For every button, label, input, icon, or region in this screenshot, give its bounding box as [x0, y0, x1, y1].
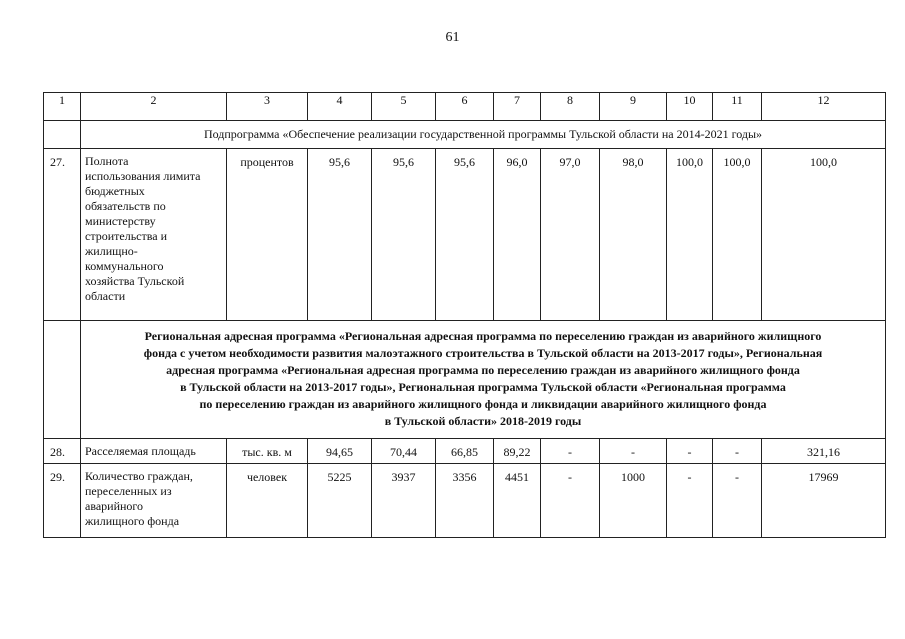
name-line: Полнота — [85, 154, 129, 168]
page-number: 61 — [445, 30, 460, 45]
value-cell: 95,6 — [308, 149, 372, 321]
header-cell: 1 — [44, 93, 81, 121]
value-cell: 96,0 — [494, 149, 541, 321]
subprogram-row — [44, 121, 886, 149]
program-line: в Тульской области на 2013-2017 годы», Региональная программа Тульской области «Региональная программа — [180, 380, 786, 394]
value-cell: 1000 — [600, 464, 667, 538]
header-cell: 3 — [227, 93, 308, 121]
name-line: обязательств по — [85, 199, 166, 213]
value-cell: 17969 — [762, 464, 886, 538]
value-cell: 70,44 — [372, 439, 436, 464]
regional-program-title — [81, 321, 886, 439]
value-cell: 100,0 — [762, 149, 886, 321]
indicators-table — [43, 92, 886, 538]
value-cell: - — [541, 439, 600, 464]
value-cell: - — [667, 464, 713, 538]
value-cell: 66,85 — [436, 439, 494, 464]
name-line: области — [85, 289, 126, 303]
name-line: Количество граждан, — [85, 469, 193, 483]
value-cell: - — [541, 464, 600, 538]
program-line: по переселению граждан из аварийного жилищного фонда и ликвидации аварийного жилищного фонда — [199, 397, 767, 411]
value-cell: 100,0 — [713, 149, 762, 321]
unit-cell: человек — [227, 464, 308, 538]
subprogram-title: Подпрограмма «Обеспечение реализации государственной программы Тульской области на 2014-2021 годы» — [81, 121, 886, 149]
value-cell: 97,0 — [541, 149, 600, 321]
header-cell: 5 — [372, 93, 436, 121]
value-cell: 100,0 — [667, 149, 713, 321]
value-cell: 98,0 — [600, 149, 667, 321]
program-line: Региональная адресная программа «Региональная адресная программа по переселению граждан из аварийного жилищного — [144, 329, 822, 343]
header-cell: 11 — [713, 93, 762, 121]
program-line: адресная программа «Региональная адресная программа по переселению граждан из аварийного жилищного фонда — [166, 363, 800, 377]
value-cell: - — [713, 464, 762, 538]
value-cell: 95,6 — [436, 149, 494, 321]
value-cell: 89,22 — [494, 439, 541, 464]
value-cell: 94,65 — [308, 439, 372, 464]
value-cell: - — [667, 439, 713, 464]
header-cell: 12 — [762, 93, 886, 121]
value-cell: - — [600, 439, 667, 464]
name-line: жилищно- — [85, 244, 138, 258]
header-cell: 8 — [541, 93, 600, 121]
value-cell: 3937 — [372, 464, 436, 538]
header-cell: 10 — [667, 93, 713, 121]
name-line: строительства и — [85, 229, 167, 243]
indicator-name — [81, 464, 227, 538]
name-line: министерству — [85, 214, 156, 228]
header-cell: 9 — [600, 93, 667, 121]
header-cell: 7 — [494, 93, 541, 121]
value-cell: 95,6 — [372, 149, 436, 321]
value-cell: 4451 — [494, 464, 541, 538]
unit-cell: тыс. кв. м — [227, 439, 308, 464]
table-row — [44, 439, 886, 464]
regional-program-row — [44, 321, 886, 439]
row-number: 28. — [44, 439, 81, 464]
row-number: 29. — [44, 464, 81, 538]
value-cell: 5225 — [308, 464, 372, 538]
program-line: фонда с учетом необходимости развития малоэтажного строительства в Тульской области на 2013-2017 годы», Региональная — [143, 346, 823, 360]
name-line: жилищного фонда — [85, 514, 180, 528]
value-cell: 3356 — [436, 464, 494, 538]
header-row — [44, 93, 886, 121]
header-cell: 4 — [308, 93, 372, 121]
name-line: коммунального — [85, 259, 164, 273]
header-cell: 6 — [436, 93, 494, 121]
program-line: в Тульской области» 2018-2019 годы — [384, 414, 582, 428]
indicator-name — [81, 149, 227, 321]
indicator-name: Расселяемая площадь — [81, 439, 227, 464]
name-line: бюджетных — [85, 184, 145, 198]
header-cell: 2 — [81, 93, 227, 121]
value-cell: - — [713, 439, 762, 464]
table-row — [44, 149, 886, 321]
table-row — [44, 464, 886, 538]
name-line: использования лимита — [85, 169, 201, 183]
value-cell: 321,16 — [762, 439, 886, 464]
unit-cell: процентов — [227, 149, 308, 321]
name-line: аварийного — [85, 499, 144, 513]
name-line: переселенных из — [85, 484, 172, 498]
name-line: хозяйства Тульской — [85, 274, 185, 288]
row-number: 27. — [44, 149, 81, 321]
